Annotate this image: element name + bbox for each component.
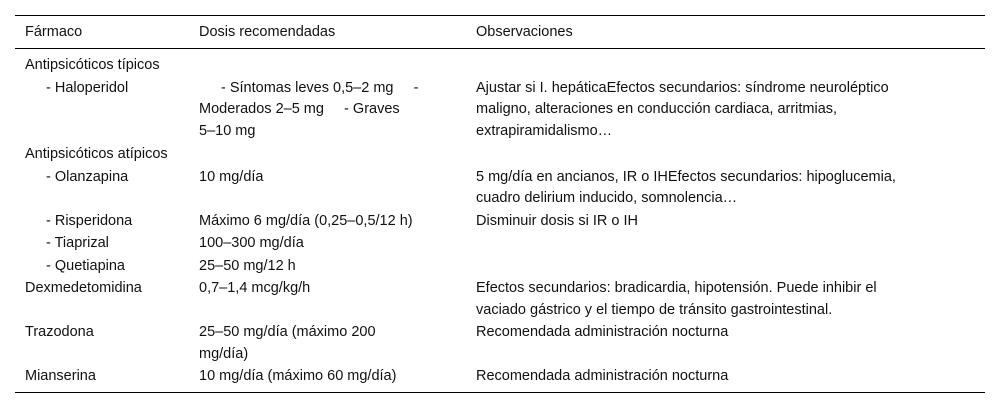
table-row bbox=[15, 167, 985, 211]
cell-dosis-line: 25–50 mg/12 h bbox=[199, 257, 296, 274]
cell-farmaco: - Haloperidol bbox=[46, 79, 129, 96]
cell-observaciones-line: Efectos secundarios: bradicardia, hipotensión. Puede inhibir el bbox=[476, 280, 877, 296]
cell-dosis-line: 5–10 mg bbox=[199, 122, 256, 139]
cell-observaciones bbox=[476, 366, 985, 388]
table-body bbox=[15, 49, 985, 389]
cell-dosis-line: 0,7–1,4 mcg/kg/h bbox=[199, 280, 311, 296]
cell-observaciones bbox=[476, 322, 985, 344]
cell-observaciones-line: maligno, alteraciones en conducción cardiaca, arritmias, bbox=[476, 101, 838, 117]
cell-farmaco: Dexmedetomidina bbox=[25, 280, 142, 296]
header-dosis: Dosis recomendadas bbox=[199, 24, 336, 40]
cell-dosis bbox=[199, 211, 476, 233]
cell-dosis-line: mg/día) bbox=[199, 345, 249, 362]
cell-farmaco: - Olanzapina bbox=[46, 168, 129, 185]
table-row bbox=[15, 78, 985, 144]
cell-observaciones-line: vaciado gástrico y el tiempo de tránsito gastrointestinal. bbox=[476, 301, 833, 318]
cell-farmaco: - Quetiapina bbox=[46, 257, 125, 274]
header-farmaco: Fármaco bbox=[25, 24, 83, 40]
cell-observaciones-line: Disminuir dosis si IR o IH bbox=[476, 212, 638, 229]
table-row bbox=[15, 278, 985, 322]
cell-observaciones-line: 5 mg/día en ancianos, IR o IHEfectos secundarios: hipoglucemia, bbox=[476, 168, 896, 185]
table-header bbox=[15, 16, 985, 49]
cell-observaciones-line: Recomendada administración nocturna bbox=[476, 324, 729, 340]
cell-dosis bbox=[199, 256, 476, 278]
cell-observaciones bbox=[476, 167, 985, 210]
cell-observaciones bbox=[476, 278, 985, 321]
drug-table bbox=[15, 15, 985, 393]
cell-dosis bbox=[199, 78, 476, 143]
cell-dosis-line: - Síntomas leves 0,5–2 mg - bbox=[221, 79, 419, 96]
cell-dosis-line: 10 mg/día bbox=[199, 168, 264, 185]
cell-dosis bbox=[199, 322, 476, 365]
cell-farmaco: - Risperidona bbox=[46, 212, 133, 229]
cell-dosis-line: Moderados 2–5 mg - Graves bbox=[199, 101, 400, 117]
table-row bbox=[15, 322, 985, 366]
cell-farmaco: Trazodona bbox=[25, 324, 94, 340]
cell-dosis bbox=[199, 233, 476, 255]
table-row bbox=[15, 233, 985, 256]
table-row bbox=[15, 256, 985, 279]
table-row bbox=[15, 366, 985, 389]
cell-dosis-line: 25–50 mg/día (máximo 200 bbox=[199, 324, 376, 340]
cell-observaciones-line: cuadro delirium inducido, somnolencia… bbox=[476, 190, 738, 206]
cell-observaciones bbox=[476, 78, 985, 143]
cell-farmaco: Antipsicóticos atípicos bbox=[25, 146, 168, 162]
table-group-row bbox=[15, 55, 985, 78]
bottom-rule bbox=[15, 392, 985, 393]
cell-dosis-line: Máximo 6 mg/día (0,25–0,5/12 h) bbox=[199, 212, 413, 229]
cell-observaciones-line: Recomendada administración nocturna bbox=[476, 368, 729, 384]
cell-dosis-line: 10 mg/día (máximo 60 mg/día) bbox=[199, 368, 397, 384]
table-group-row bbox=[15, 144, 985, 167]
cell-dosis bbox=[199, 167, 476, 189]
cell-farmaco: Mianserina bbox=[25, 368, 96, 384]
cell-dosis bbox=[199, 278, 476, 300]
cell-dosis-line: 100–300 mg/día bbox=[199, 235, 304, 251]
cell-dosis bbox=[199, 366, 476, 388]
table-row bbox=[15, 211, 985, 234]
cell-farmaco: - Tiaprizal bbox=[46, 235, 109, 251]
cell-observaciones-line: extrapiramidalismo… bbox=[476, 122, 613, 139]
cell-farmaco: Antipsicóticos típicos bbox=[25, 57, 160, 73]
cell-observaciones-line: Ajustar si I. hepáticaEfectos secundarios: síndrome neuroléptico bbox=[476, 79, 889, 96]
header-observaciones: Observaciones bbox=[476, 24, 573, 40]
cell-observaciones bbox=[476, 211, 985, 233]
